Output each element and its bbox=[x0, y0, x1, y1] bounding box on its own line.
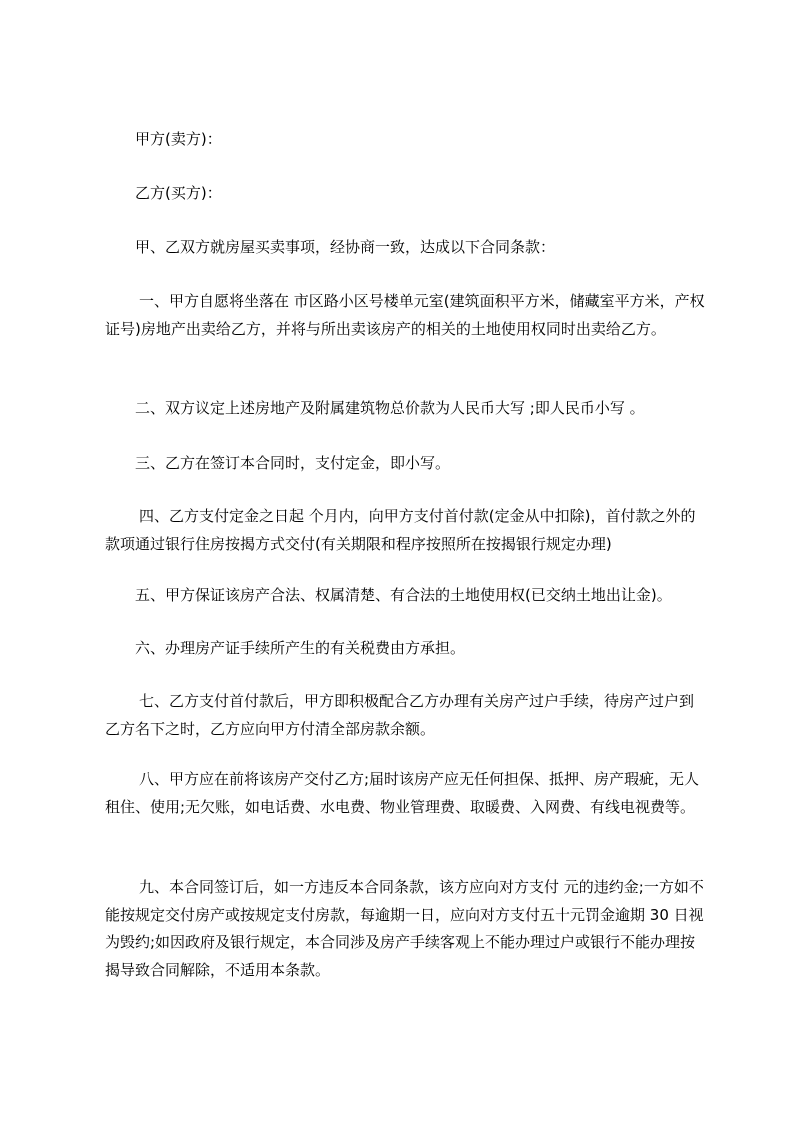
clause-1: 一、甲方自愿将坐落在 市区路小区号楼单元室(建筑面积平方米，储藏室平方米，产权证号)房地产出卖给乙方，并将与所出卖该房产的相关的土地使用权同时出卖给乙方。 bbox=[105, 292, 705, 338]
clause-9: 九、本合同签订后，如一方违反本合同条款，该方应向对方支付 元的违约金;一方如不能按规定交付房产或按规定支付房款，每逾期一日，应向对方支付五十元罚金逾期 30 日视为毁约;如因政府及银行规定，本合同涉及房产手续客观上不能办理过户或银行不能办理按揭导致合同解除，不适用本条款。 bbox=[105, 878, 704, 979]
clause-3: 三、乙方在签订本合同时，支付定金，即小写。 bbox=[135, 454, 451, 472]
clause-7: 七、乙方支付首付款后，甲方即积极配合乙方办理有关房产过户手续，待房产过户到乙方名下之时，乙方应向甲方付清全部房款余额。 bbox=[105, 692, 695, 738]
clause-2: 二、双方议定上述房地产及附属建筑物总价款为人民币大写 ;即人民币小写 。 bbox=[135, 399, 645, 417]
clause-6: 六、办理房产证手续所产生的有关税费由方承担。 bbox=[135, 639, 466, 657]
clause-8: 八、甲方应在前将该房产交付乙方;届时该房产应无任何担保、抵押、房产瑕疵，无人租住、使用;无欠账，如电话费、水电费、物业管理费、取暖费、入网费、有线电视费等。 bbox=[105, 770, 700, 816]
intro-paragraph: 甲、乙双方就房屋买卖事项，经协商一致，达成以下合同条款： bbox=[135, 238, 556, 256]
party-a-line: 甲方(卖方)： bbox=[135, 130, 222, 148]
clause-4: 四、乙方支付定金之日起 个月内，向甲方支付首付款(定金从中扣除)，首付款之外的款项通过银行住房按揭方式交付(有关期限和程序按照所在按揭银行规定办理) bbox=[105, 507, 696, 553]
party-b-line: 乙方(买方)： bbox=[135, 184, 222, 202]
clause-5: 五、甲方保证该房产合法、权属清楚、有合法的土地使用权(已交纳土地出让金)。 bbox=[135, 586, 672, 604]
